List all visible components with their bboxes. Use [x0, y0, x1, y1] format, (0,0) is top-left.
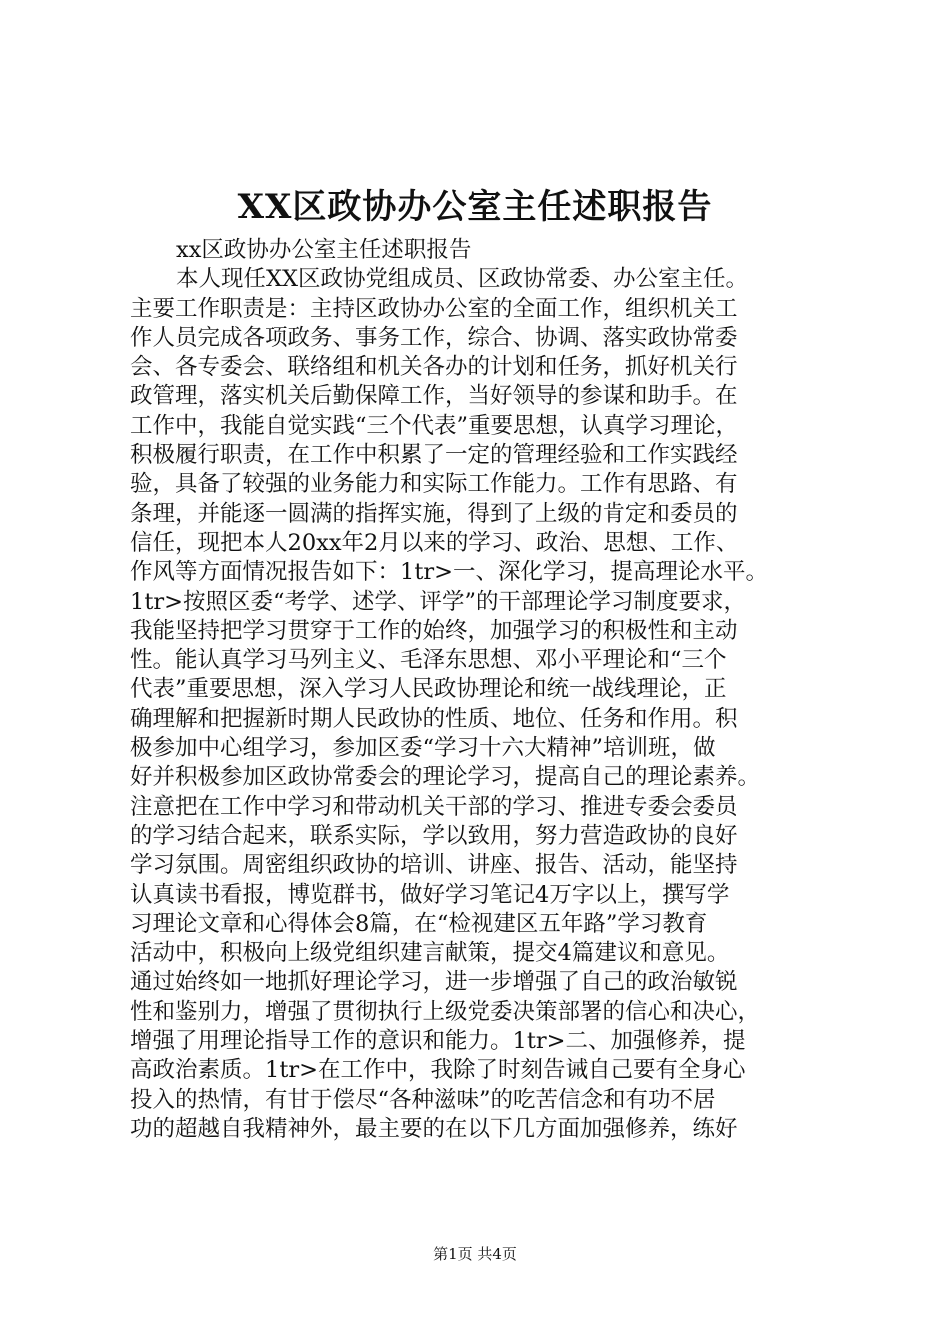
document-title: XX区政协办公室主任述职报告: [237, 187, 713, 227]
body-line: 增强了用理论指导工作的意识和能力。1tr>二、加强修养，提: [130, 1028, 746, 1055]
document-subtitle: xx区政协办公室主任述职报告: [176, 237, 472, 263]
body-line: 学习氛围。周密组织政协的培训、讲座、报告、活动，能坚持: [130, 852, 738, 879]
body-line: 1tr>按照区委“考学、述学、评学”的干部理论学习制度要求，: [130, 588, 746, 615]
body-line: 本人现任XX区政协党组成员、区政协常委、办公室主任。: [176, 266, 749, 293]
body-line: 信任，现把本人20xx年2月以来的学习、政治、思想、工作、: [130, 529, 739, 556]
body-line: 会、各专委会、联络组和机关各办的计划和任务，抓好机关行: [130, 354, 738, 381]
body-line: 工作中，我能自觉实践“三个代表”重要思想，认真学习理论，: [130, 412, 739, 439]
body-line: 性和鉴别力，增强了贯彻执行上级党委决策部署的信心和决心，: [130, 998, 761, 1025]
body-line: 我能坚持把学习贯穿于工作的始终，加强学习的积极性和主动: [130, 617, 738, 644]
body-line: 性。能认真学习马列主义、毛泽东思想、邓小平理论和“三个: [130, 647, 727, 674]
body-line: 积极履行职责，在工作中积累了一定的管理经验和工作实践经: [130, 442, 738, 469]
page-footer: 第1页 共4页: [433, 1245, 517, 1263]
body-line: 好并积极参加区政协常委会的理论学习，提高自己的理论素养。: [130, 764, 761, 791]
body-line: 作人员完成各项政务、事务工作，综合、协调、落实政协常委: [130, 324, 738, 351]
document-body: [130, 236, 835, 1144]
body-line: 作风等方面情况报告如下：1tr>一、深化学习，提高理论水平。: [130, 559, 768, 586]
body-line: 注意把在工作中学习和带动机关干部的学习、推进专委会委员: [130, 793, 738, 820]
body-line: 条理，并能逐一圆满的指挥实施，得到了上级的肯定和委员的: [130, 500, 738, 527]
body-line: 认真读书看报，博览群书，做好学习笔记4万字以上，撰写学: [130, 881, 730, 908]
body-line: 代表”重要思想，深入学习人民政协理论和统一战线理论，正: [130, 676, 727, 703]
body-line: 确理解和把握新时期人民政协的性质、地位、任务和作用。积: [130, 705, 738, 732]
body-line: 高政治素质。1tr>在工作中，我除了时刻告诫自己要有全身心: [130, 1057, 746, 1084]
body-line: 政管理，落实机关后勤保障工作，当好领导的参谋和助手。在: [130, 383, 738, 410]
body-line: 习理论文章和心得体会8篇，在“检视建区五年路”学习教育: [130, 910, 708, 937]
body-line: 功的超越自我精神外，最主要的在以下几方面加强修养，练好: [130, 1115, 738, 1142]
body-line: 极参加中心组学习，参加区委“学习十六大精神”培训班，做: [130, 735, 716, 762]
body-line: 验，具备了较强的业务能力和实际工作能力。工作有思路、有: [130, 471, 738, 498]
body-lines: [130, 265, 835, 1144]
body-line: 的学习结合起来，联系实际，学以致用，努力营造政协的良好: [130, 822, 738, 849]
body-line: 投入的热情，有甘于偿尽“各种滋味”的吃苦信念和有功不居: [130, 1086, 716, 1113]
body-line: 主要工作职责是：主持区政协办公室的全面工作，组织机关工: [130, 295, 738, 322]
body-line: 通过始终如一地抓好理论学习，进一步增强了自己的政治敏锐: [130, 969, 738, 996]
body-line: 活动中，积极向上级党组织建言献策，提交4篇建议和意见。: [130, 940, 730, 967]
